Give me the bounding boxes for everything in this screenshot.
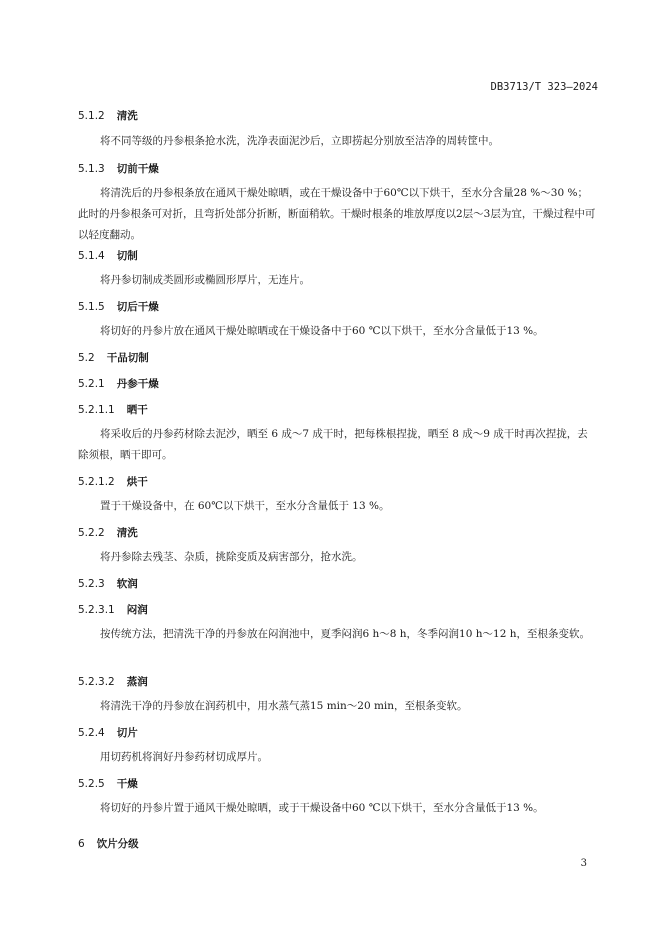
section-title: 切片 xyxy=(116,727,138,739)
paragraph: 将清洗干净的丹参放在润药机中，用水蒸气蒸15 min～20 min，至根条变软。 xyxy=(100,700,468,712)
paragraph: 将丹参切制成类圆形或椭圆形厚片，无连片。 xyxy=(100,274,310,286)
paragraph: 将切好的丹参片置于通风干燥处晾晒，或于干燥设备中60 ℃以下烘干，至水分含量低于13 %。 xyxy=(100,802,544,814)
section-number: 6 xyxy=(78,838,85,850)
section-number: 5.1.3 xyxy=(78,163,105,175)
section-heading xyxy=(78,576,598,592)
section-number: 5.2.3 xyxy=(78,578,105,590)
section-title: 烘干 xyxy=(126,476,148,488)
section-title: 干燥 xyxy=(116,778,138,790)
section-number: 5.1.4 xyxy=(78,250,105,262)
section-heading xyxy=(78,725,598,741)
section-title: 闷润 xyxy=(126,604,148,616)
section-number: 5.2.2 xyxy=(78,527,105,539)
section-heading xyxy=(78,376,598,392)
section-heading xyxy=(78,525,598,541)
section-title: 晒干 xyxy=(126,404,148,416)
section-number: 5.2.3.2 xyxy=(78,676,115,688)
section-heading xyxy=(78,299,598,315)
paragraph: 置于干燥设备中，在 60℃以下烘干，至水分含量低于 13 %。 xyxy=(100,500,390,512)
section-number: 5.2.1.1 xyxy=(78,404,115,416)
section-number: 5.2.1 xyxy=(78,378,105,390)
paragraph: 用切药机将润好丹参药材切成厚片。 xyxy=(100,751,268,763)
section-heading xyxy=(78,108,598,124)
section-heading xyxy=(78,402,598,418)
page-number: 3 xyxy=(580,858,587,869)
section-number: 5.2.1.2 xyxy=(78,476,115,488)
section-title: 清洗 xyxy=(116,110,138,122)
section-title: 蒸润 xyxy=(126,676,148,688)
section-title: 饮片分级 xyxy=(96,838,139,850)
section-heading xyxy=(78,350,598,366)
paragraph: 按传统方法，把清洗干净的丹参放在闷润池中，夏季闷润6 h～8 h，冬季闷润10 h～12 h，至根条变软。 xyxy=(100,628,590,640)
section-title: 丹参干燥 xyxy=(116,378,159,390)
section-heading xyxy=(78,474,598,490)
section-title: 切前干燥 xyxy=(116,163,159,175)
section-heading xyxy=(78,161,598,177)
section-title: 清洗 xyxy=(116,527,138,539)
section-title: 切后干燥 xyxy=(116,301,159,313)
paragraph: 将清洗后的丹参根条放在通风干燥处晾晒，或在干燥设备中于60℃以下烘干，至水分含量28 %～30 %；此时的丹参根条可对折，且弯折处部分折断，断面稍软。干燥时根条的堆放厚度以2层～3层为宜，干燥过程中可以轻度翻动。 xyxy=(78,187,596,241)
section-title: 切制 xyxy=(116,250,138,262)
paragraph: 将切好的丹参片放在通风干燥处晾晒或在干燥设备中于60 ℃以下烘干，至水分含量低于13 %。 xyxy=(100,325,544,337)
section-number: 5.1.2 xyxy=(78,110,105,122)
section-heading xyxy=(78,836,598,852)
section-heading xyxy=(78,248,598,264)
section-title: 干品切制 xyxy=(106,352,149,364)
section-number: 5.2.3.1 xyxy=(78,604,115,616)
section-title: 软润 xyxy=(116,578,138,590)
document-id-header: DB3713/T 323—2024 xyxy=(490,81,598,93)
section-number: 5.2 xyxy=(78,352,95,364)
section-number: 5.1.5 xyxy=(78,301,105,313)
section-heading xyxy=(78,776,598,792)
section-number: 5.2.5 xyxy=(78,778,105,790)
section-heading xyxy=(78,602,598,618)
paragraph: 将不同等级的丹参根条抢水洗，洗净表面泥沙后，立即捞起分别放至洁净的周转筐中。 xyxy=(100,135,499,147)
paragraph: 将丹参除去残茎、杂质，挑除变质及病害部分，抢水洗。 xyxy=(100,551,363,563)
paragraph: 将采收后的丹参药材除去泥沙，晒至 6 成～7 成干时，把每株根捏拢，晒至 8 成～9 成干时再次捏拢，去除须根，晒干即可。 xyxy=(78,428,588,461)
section-number: 5.2.4 xyxy=(78,727,105,739)
section-heading xyxy=(78,674,598,690)
